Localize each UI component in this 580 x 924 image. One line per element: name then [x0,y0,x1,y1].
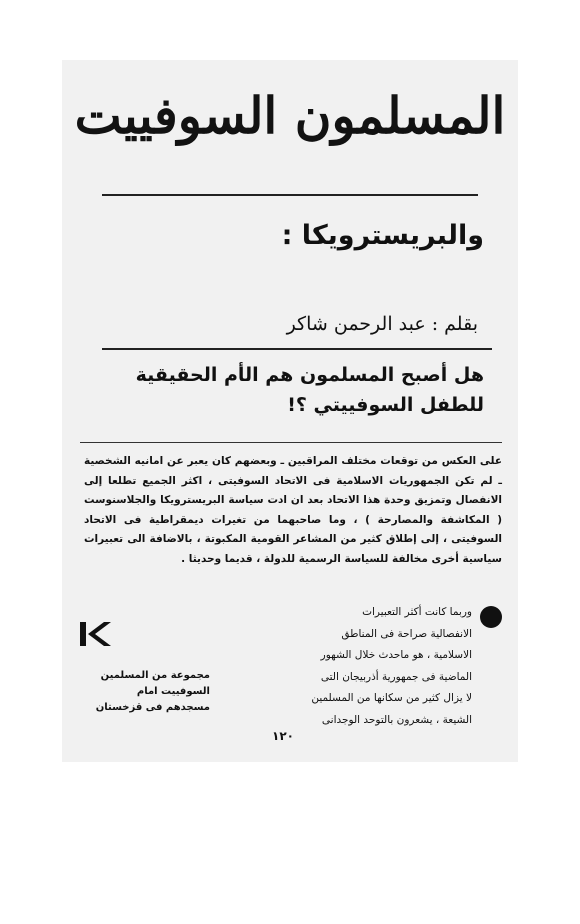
body-column [296,602,472,731]
k-logo-icon [78,620,112,648]
byline-divider [102,348,492,350]
body-line: وربما كانت أكثر التعبيرات [362,606,472,618]
caption-line: مسجدهم فى قزخستان [95,702,210,713]
page-number: ١٢٠ [272,729,294,743]
article-subtitle: والبريسترويكا : [281,220,484,251]
author-byline: بقلم : عبد الرحمن شاكر [286,313,478,335]
intro-paragraph: على العكس من توقعات مختلف المراقبين ـ وبعضهم كان يعبر عن امانيه الشخصية ـ لم تكن الجمهوريات الاسلامية فى الاتحاد السوفيتى ، اكثر الجميع تطلعا إلى الانفصال وتمزيق وحدة هذا الاتحاد بعد ان ادت سياسة البريسترويكا والجلاسنوست ( المكاشفة والمصارحة ) ، وما صاحبهما من تغيرات ديمقراطية فى الاتحاد السوفيتى ، إلى إطلاق كثير من المشاعر القومية المكبوتة ، بالاضافة الى تعبيرات سياسية أخرى مخالفة للسياسة الرسمية للدولة ، قديما وحديثا . [84,455,502,565]
caption-line: السوفييت امام [136,686,210,697]
headline-divider [80,442,502,443]
article-headline: هل أصبح المسلمون هم الأم الحقيقية للطفل السوفييتي ؟! [135,364,484,416]
body-line: الماضية فى جمهورية أذربيجان التى [320,670,472,683]
page-title: المسلمون السوفييت [74,86,506,145]
body-line: الانفصالية صراحة فى المناطق [341,627,472,640]
body-line: الاسلامية ، هو ماحدث خلال الشهور [320,649,472,661]
body-line: لا يزال كثير من سكانها من المسلمين [311,692,472,704]
body-line: الشيعة ، يشعرون بالتوحد الوجدانى [321,713,472,726]
caption-line: مجموعة من المسلمين [100,670,210,681]
black-circle-icon [480,606,502,628]
title-divider [102,194,478,196]
photo-caption [74,668,210,716]
magazine-page [62,60,518,762]
